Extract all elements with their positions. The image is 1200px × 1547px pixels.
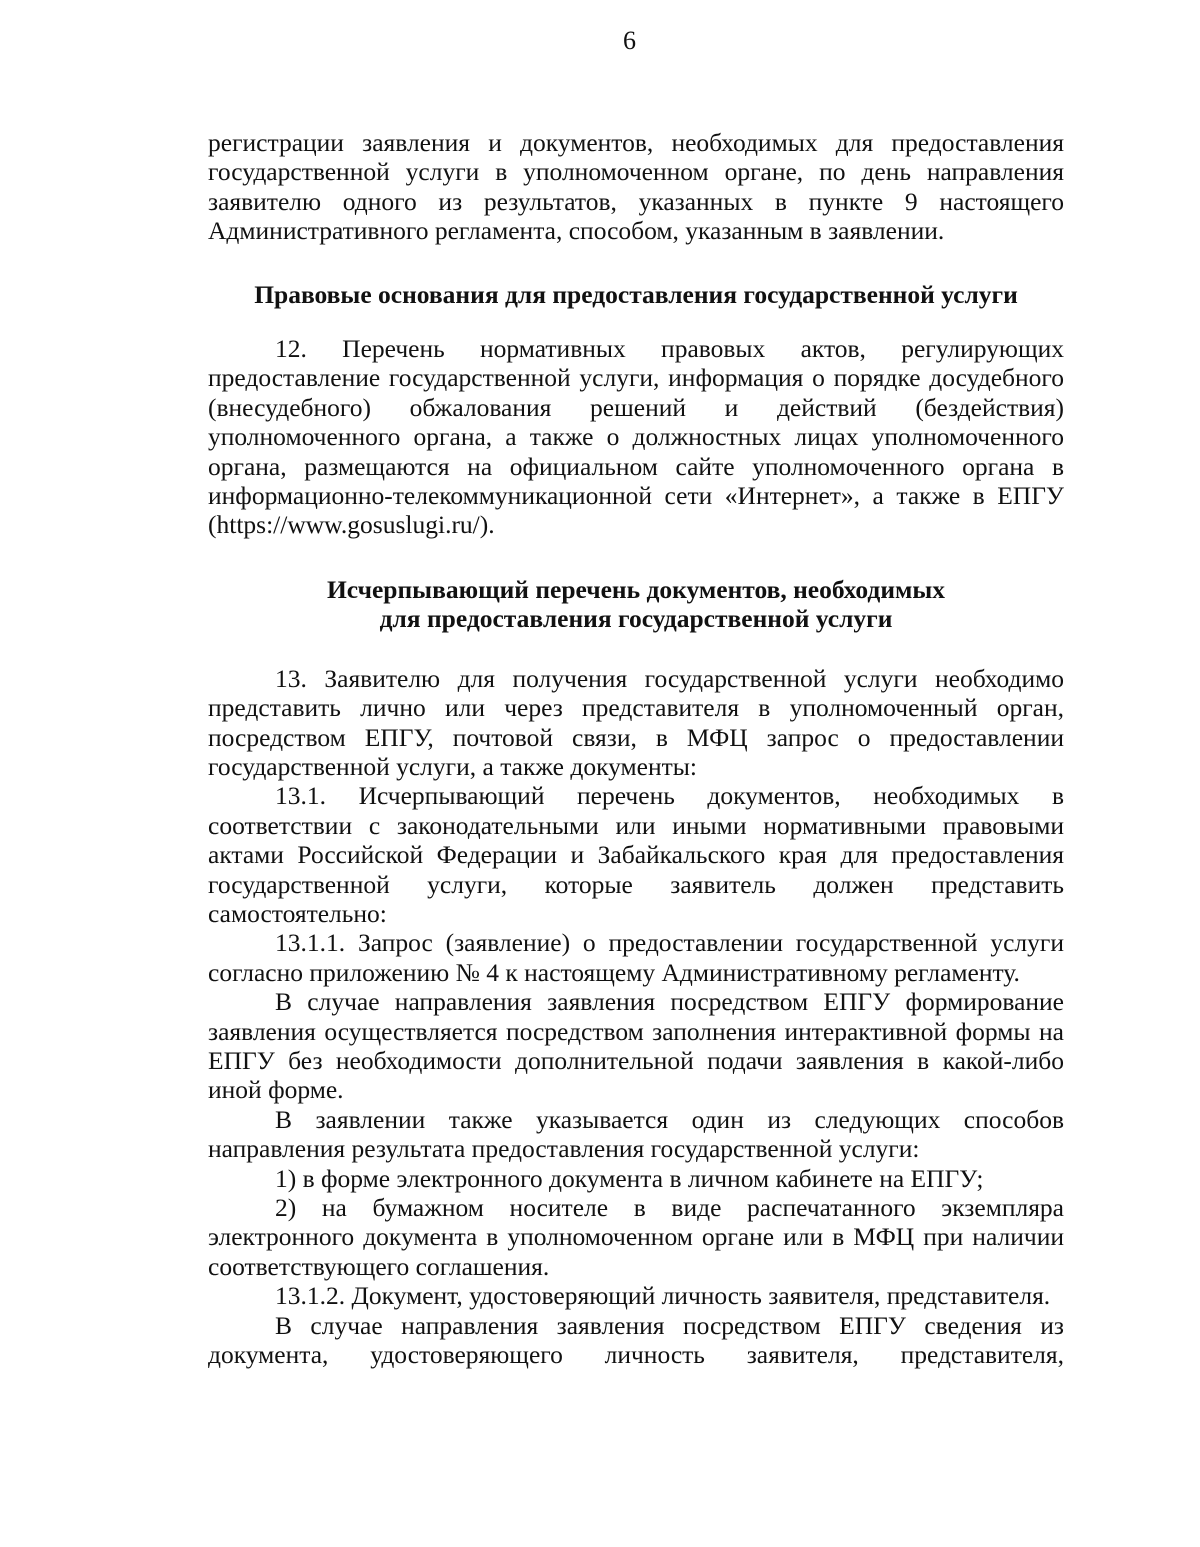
paragraph-13-1-1: 13.1.1. Запрос (заявление) о предоставлении государственной услуги согласно приложению № 4 к настоящему Административному регламенту. <box>208 928 1064 987</box>
list-item-method-2: 2) на бумажном носителе в виде распечатанного экземпляра электронного документа в уполномоченном органе или в МФЦ при наличии соответствующего соглашения. <box>208 1193 1064 1281</box>
section-heading-legal-basis: Правовые основания для предоставления государственной услуги <box>254 279 1018 309</box>
paragraph-methods: В заявлении также указывается один из следующих способов направления результата предоставления государственной услуги: <box>208 1104 1064 1164</box>
paragraph-13-1: 13.1. Исчерпывающий перечень документов, необходимых в соответствии с законодательными или иными нормативными правовыми актами Российской Федерации и Забайкальского края для предоставления государственной услуги, которые заявитель должен представить самостоятельно: <box>208 781 1064 928</box>
list-item-method-1: 1) в форме электронного документа в личном кабинете на ЕПГУ; <box>275 1163 984 1193</box>
heading-line-1: Исчерпывающий перечень документов, необходимых <box>326 574 946 604</box>
document-body <box>208 128 1064 1369</box>
page-number: 6 <box>623 26 636 55</box>
paragraph-12: 12. Перечень нормативных правовых актов, регулирующих предоставление государственной услуги, информация о порядке досудебного (внесудебного) обжалования решений и действий (бездействия) уполномоченного органа, а также о должностных лицах уполномоченного органа, размещаются на официальном сайте уполномоченного органа в информационно-телекоммуникационной сети «Интернет», а также в ЕПГУ (https://www.gosuslugi.ru/). <box>208 334 1064 540</box>
section-heading-documents <box>208 575 1064 634</box>
paragraph-13: 13. Заявителю для получения государственной услуги необходимо представить лично или через представителя в уполномоченный орган, посредством ЕПГУ, почтовой связи, в МФЦ запрос о предоставлении государственной услуги, а также документы: <box>208 663 1064 781</box>
paragraph-13-1-2: 13.1.2. Документ, удостоверяющий личность заявителя, представителя. <box>275 1281 1051 1311</box>
heading-line-2: для предоставления государственной услуги <box>379 604 893 634</box>
paragraph-epgu-form: В случае направления заявления посредством ЕПГУ формирование заявления осуществляется посредством заполнения интерактивной формы на ЕПГУ без необходимости дополнительной подачи заявления в какой-либо иной форме. <box>208 987 1064 1105</box>
paragraph-last: В случае направления заявления посредством ЕПГУ сведения из документа, удостоверяющего личность заявителя, представителя, <box>208 1310 1064 1370</box>
paragraph-continuation: регистрации заявления и документов, необходимых для предоставления государственной услуги в уполномоченном органе, по день направления заявителю одного из результатов, указанных в пункте 9 настоящего Административного регламента, способом, указанным в заявлении. <box>208 128 1064 246</box>
